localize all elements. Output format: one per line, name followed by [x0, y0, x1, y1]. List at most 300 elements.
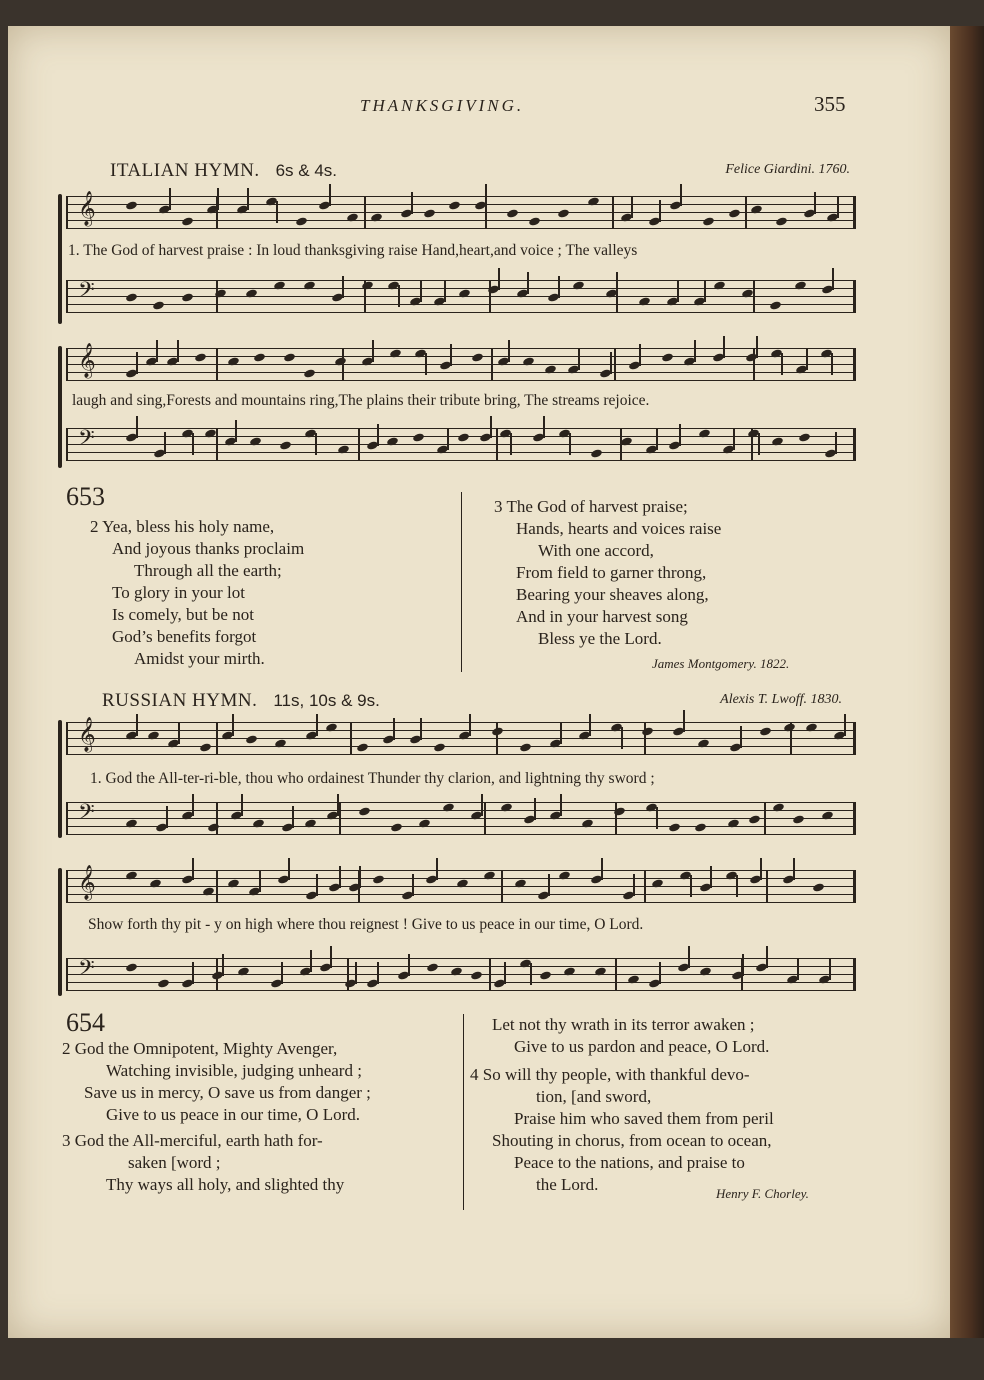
- verse-line: 2 Yea, bless his holy name,: [90, 517, 275, 536]
- note-head: [771, 436, 784, 446]
- note-head: [433, 742, 446, 752]
- verse-line: To glory in your lot: [112, 583, 245, 602]
- tune-meter: 6s & 4s.: [275, 161, 337, 180]
- verse-line: 3 The God of harvest praise;: [494, 497, 688, 516]
- note-head: [769, 300, 782, 310]
- note-head: [694, 822, 707, 832]
- note-stem: [543, 416, 545, 438]
- bar-line: [753, 348, 755, 381]
- note-stem: [192, 858, 194, 880]
- note-head: [483, 870, 496, 880]
- note-head: [587, 196, 600, 206]
- note-head: [759, 726, 772, 736]
- composer: Felice Giardini. 1760.: [725, 162, 850, 177]
- note-head: [661, 352, 674, 362]
- note-head: [157, 978, 170, 988]
- note-head: [152, 300, 165, 310]
- note-head: [227, 878, 240, 888]
- note-stem: [758, 433, 760, 455]
- note-stem: [688, 946, 690, 968]
- tune-meter: 11s, 10s & 9s.: [273, 691, 380, 710]
- note-stem: [844, 714, 846, 736]
- note-head: [821, 810, 834, 820]
- note-stem: [436, 858, 438, 880]
- note-stem: [164, 432, 166, 454]
- bar-line: [216, 428, 218, 461]
- note-stem: [829, 958, 831, 980]
- bar-line: [615, 958, 617, 991]
- bass-staff: [66, 802, 856, 835]
- lyric-line: Show forth thy pit - y on high where thou reignest ! Give to us peace in our time, O Lord.: [88, 916, 644, 933]
- note-head: [227, 356, 240, 366]
- note-stem: [710, 866, 712, 888]
- note-stem: [736, 875, 738, 897]
- note-stem: [797, 958, 799, 980]
- system-brace: [58, 868, 62, 996]
- note-head: [750, 204, 763, 214]
- note-head: [805, 722, 818, 732]
- note-stem: [806, 348, 808, 370]
- note-stem: [621, 727, 623, 749]
- verse-line: Save us in mercy, O save us from danger ;: [84, 1083, 371, 1102]
- system-brace: [58, 720, 62, 838]
- note-head: [245, 734, 258, 744]
- note-stem: [704, 280, 706, 302]
- bar-line: [615, 802, 617, 835]
- verse-line: And in your harvest song: [516, 607, 688, 626]
- note-stem: [169, 188, 171, 210]
- note-stem: [178, 722, 180, 744]
- note-stem: [831, 353, 833, 375]
- tune-name: ITALIAN HYMN.: [110, 160, 260, 181]
- book-binding: [950, 26, 984, 1338]
- note-stem: [156, 340, 158, 362]
- note-head: [442, 802, 455, 812]
- note-head: [346, 212, 359, 222]
- bar-line: [496, 428, 498, 461]
- verse-line: And joyous thanks proclaim: [112, 539, 305, 558]
- verse-line: Is comely, but be not: [112, 605, 254, 624]
- note-stem: [372, 340, 374, 362]
- column-divider: [463, 1014, 464, 1210]
- bar-line: [358, 870, 360, 903]
- note-stem: [490, 416, 492, 438]
- note-head: [727, 818, 740, 828]
- note-stem: [694, 340, 696, 362]
- note-head: [147, 730, 160, 740]
- note-stem: [420, 718, 422, 740]
- note-head: [412, 432, 425, 442]
- note-head: [252, 818, 265, 828]
- bar-line: [766, 870, 768, 903]
- verse-line: Watching invisible, judging unheard ;: [106, 1061, 362, 1080]
- bass-clef-icon: 𝄢: [78, 426, 95, 455]
- bar-line: [491, 348, 493, 381]
- note-stem: [534, 798, 536, 820]
- note-head: [491, 726, 504, 736]
- note-head: [506, 208, 519, 218]
- note-head: [519, 742, 532, 752]
- note-stem: [548, 874, 550, 896]
- note-stem: [377, 424, 379, 446]
- note-head: [794, 280, 807, 290]
- note-stem: [411, 192, 413, 214]
- bar-line: [364, 196, 366, 229]
- bar-line: [790, 722, 792, 755]
- note-stem: [408, 954, 410, 976]
- verse-line: With one accord,: [538, 541, 654, 560]
- note-head: [638, 296, 651, 306]
- verse-line: Give to us pardon and peace, O Lord.: [514, 1037, 770, 1056]
- bar-line: [620, 428, 622, 461]
- bar-line: [216, 280, 218, 313]
- hymn-number: 654: [66, 1008, 105, 1037]
- note-head: [697, 738, 710, 748]
- system-brace: [58, 346, 62, 468]
- note-stem: [310, 950, 312, 972]
- bar-line: [342, 348, 344, 381]
- bar-line: [216, 722, 218, 755]
- bar-line: [614, 348, 616, 381]
- treble-clef-icon: 𝄞: [78, 718, 96, 751]
- note-head: [303, 280, 316, 290]
- note-stem: [530, 963, 532, 985]
- bar-line: [616, 280, 618, 313]
- note-head: [295, 216, 308, 226]
- note-head: [125, 292, 138, 302]
- tune-name: RUSSIAN HYMN.: [102, 690, 258, 711]
- treble-clef-icon: 𝄞: [78, 344, 96, 377]
- note-stem: [450, 344, 452, 366]
- note-stem: [679, 424, 681, 446]
- bar-line: [364, 280, 366, 313]
- note-stem: [578, 348, 580, 370]
- note-head: [245, 288, 258, 298]
- bass-staff: [66, 958, 856, 991]
- verse-line: Thy ways all holy, and slighted thy: [106, 1175, 345, 1194]
- bar-line: [751, 428, 753, 461]
- note-stem: [680, 184, 682, 206]
- note-stem: [329, 184, 331, 206]
- note-stem: [177, 340, 179, 362]
- note-stem: [276, 201, 278, 223]
- section-title: THANKSGIVING.: [360, 96, 525, 115]
- note-head: [125, 200, 138, 210]
- note-stem: [504, 962, 506, 984]
- note-head: [325, 722, 338, 732]
- note-stem: [690, 875, 692, 897]
- note-head: [426, 962, 439, 972]
- note-stem: [412, 874, 414, 896]
- verse-line: Bearing your sheaves along,: [516, 585, 709, 604]
- note-stem: [316, 714, 318, 736]
- verse-right-653: [494, 496, 854, 650]
- note-stem: [192, 794, 194, 816]
- bass-clef-icon: 𝄢: [78, 956, 95, 985]
- note-stem: [814, 192, 816, 214]
- author-credit: James Montgomery. 1822.: [652, 656, 790, 671]
- note-head: [792, 814, 805, 824]
- note-head: [581, 818, 594, 828]
- bar-line: [216, 802, 218, 835]
- note-stem: [837, 196, 839, 218]
- note-head: [386, 436, 399, 446]
- note-stem: [222, 954, 224, 976]
- note-head: [522, 356, 535, 366]
- treble-staff: [66, 866, 856, 903]
- note-stem: [510, 433, 512, 455]
- bar-line: [485, 196, 487, 229]
- russian-hymn-heading: [102, 690, 842, 714]
- note-head: [202, 886, 215, 896]
- note-stem: [656, 807, 658, 829]
- note-stem: [136, 416, 138, 438]
- note-head: [125, 818, 138, 828]
- note-head: [334, 356, 347, 366]
- note-head: [283, 352, 296, 362]
- bar-line: [612, 196, 614, 229]
- bar-line: [644, 870, 646, 903]
- note-stem: [656, 428, 658, 450]
- note-head: [748, 814, 761, 824]
- note-head: [181, 292, 194, 302]
- note-head: [458, 288, 471, 298]
- note-stem: [316, 874, 318, 896]
- note-stem: [330, 946, 332, 968]
- note-head: [418, 818, 431, 828]
- column-divider: [461, 492, 462, 672]
- note-stem: [377, 962, 379, 984]
- bass-staff: [66, 280, 856, 313]
- note-head: [544, 364, 557, 374]
- note-head: [370, 212, 383, 222]
- note-stem: [247, 188, 249, 210]
- lyric-line: 1. God the All-ter-ri-ble, thou who ordainest Thunder thy clarion, and lightning thy sword ;: [90, 770, 655, 787]
- bar-line: [753, 280, 755, 313]
- bar-line: [764, 802, 766, 835]
- note-head: [149, 878, 162, 888]
- note-head: [204, 428, 217, 438]
- note-head: [772, 802, 785, 812]
- note-stem: [136, 714, 138, 736]
- note-head: [303, 368, 316, 378]
- verse-line: Let not thy wrath in its terror awaken ;: [492, 1015, 755, 1034]
- note-head: [337, 444, 350, 454]
- note-head: [273, 280, 286, 290]
- note-head: [274, 738, 287, 748]
- bar-line: [216, 348, 218, 381]
- note-stem: [683, 710, 685, 732]
- note-head: [199, 742, 212, 752]
- note-head: [450, 966, 463, 976]
- note-head: [470, 970, 483, 980]
- note-stem: [481, 794, 483, 816]
- note-head: [372, 874, 385, 884]
- bar-line: [484, 802, 486, 835]
- bar-line: [489, 280, 491, 313]
- lyric-line: laugh and sing,Forests and mountains ring,The plains their tribute bring, The streams rejoice.: [72, 392, 650, 409]
- note-head: [253, 352, 266, 362]
- composer: Alexis T. Lwoff. 1830.: [720, 692, 842, 707]
- music-system-russian-2: [58, 866, 858, 1002]
- note-head: [500, 802, 513, 812]
- note-stem: [281, 962, 283, 984]
- bar-line: [489, 958, 491, 991]
- verse-line: Peace to the nations, and praise to: [514, 1153, 745, 1172]
- note-stem: [601, 858, 603, 880]
- treble-staff: [66, 344, 856, 381]
- note-stem: [766, 946, 768, 968]
- bar-line: [216, 958, 218, 991]
- note-stem: [232, 714, 234, 736]
- note-stem: [832, 268, 834, 290]
- note-stem: [558, 276, 560, 298]
- note-head: [249, 436, 262, 446]
- bar-line: [496, 722, 498, 755]
- note-head: [423, 208, 436, 218]
- note-head: [390, 822, 403, 832]
- bass-clef-icon: 𝄢: [78, 800, 95, 829]
- treble-staff: [66, 718, 856, 755]
- treble-clef-icon: 𝄞: [78, 866, 96, 899]
- verse-line: Give to us peace in our time, O Lord.: [106, 1105, 360, 1124]
- verse-line: Hands, hearts and voices raise: [516, 519, 722, 538]
- note-head: [304, 818, 317, 828]
- verse-line: Bless ye the Lord.: [538, 629, 662, 648]
- note-head: [514, 878, 527, 888]
- note-head: [237, 966, 250, 976]
- note-head: [279, 440, 292, 450]
- music-system-italian-1: [58, 192, 858, 332]
- note-head: [125, 870, 138, 880]
- verse-line: From field to garner throng,: [516, 563, 707, 582]
- note-head: [471, 352, 484, 362]
- lyric-line: 1. The God of harvest praise : In loud thanksgiving raise Hand,heart,and voice ; The valleys: [68, 242, 638, 259]
- verse-line: Amidst your mirth.: [134, 649, 265, 668]
- note-head: [728, 208, 741, 218]
- note-stem: [569, 433, 571, 455]
- bar-line: [339, 802, 341, 835]
- note-stem: [292, 806, 294, 828]
- note-stem: [793, 858, 795, 880]
- verse-line: God’s benefits forgot: [112, 627, 257, 646]
- note-head: [448, 200, 461, 210]
- note-head: [528, 216, 541, 226]
- verse-line: Shouting in chorus, from ocean to ocean,: [492, 1131, 772, 1150]
- hymn-number: 653: [66, 482, 105, 511]
- note-head: [358, 806, 371, 816]
- note-stem: [633, 874, 635, 896]
- verse-line: 2 God the Omnipotent, Mighty Avenger,: [62, 1039, 338, 1058]
- note-stem: [136, 352, 138, 374]
- note-stem: [781, 353, 783, 375]
- note-head: [539, 970, 552, 980]
- note-head: [558, 870, 571, 880]
- note-stem: [355, 962, 357, 984]
- note-head: [590, 448, 603, 458]
- note-head: [798, 432, 811, 442]
- note-stem: [639, 344, 641, 366]
- note-head: [699, 966, 712, 976]
- note-stem: [659, 962, 661, 984]
- treble-staff: [66, 192, 856, 229]
- note-head: [651, 878, 664, 888]
- verse-line: saken [word ;: [128, 1153, 221, 1172]
- verse-left-654: [62, 1038, 458, 1196]
- note-head: [181, 216, 194, 226]
- note-stem: [498, 268, 500, 290]
- verse-right-654: [470, 1014, 870, 1196]
- bar-line: [350, 722, 352, 755]
- verse-line: the Lord.: [536, 1175, 599, 1194]
- note-stem: [469, 714, 471, 736]
- note-stem: [192, 962, 194, 984]
- note-stem: [760, 858, 762, 880]
- note-head: [698, 428, 711, 438]
- note-head: [563, 966, 576, 976]
- note-head: [713, 280, 726, 290]
- bar-line: [358, 428, 360, 461]
- note-stem: [259, 870, 261, 892]
- bar-line: [501, 870, 503, 903]
- verse-line: 3 God the All-merciful, earth hath for-: [62, 1131, 323, 1150]
- note-head: [572, 280, 585, 290]
- note-stem: [241, 794, 243, 816]
- note-head: [557, 208, 570, 218]
- note-stem: [447, 428, 449, 450]
- note-head: [668, 822, 681, 832]
- note-head: [775, 216, 788, 226]
- bass-staff: [66, 428, 856, 461]
- bar-line: [741, 958, 743, 991]
- running-head: [0, 92, 944, 126]
- note-stem: [192, 433, 194, 455]
- note-head: [594, 966, 607, 976]
- note-stem: [527, 272, 529, 294]
- bass-clef-icon: 𝄢: [78, 278, 95, 307]
- note-stem: [659, 200, 661, 222]
- note-stem: [288, 858, 290, 880]
- note-stem: [315, 433, 317, 455]
- system-brace: [58, 194, 62, 324]
- author-credit: Henry F. Chorley.: [716, 1186, 809, 1201]
- treble-clef-icon: 𝄞: [78, 192, 96, 225]
- note-stem: [723, 336, 725, 358]
- note-head: [620, 436, 633, 446]
- verse-left-653: [90, 516, 450, 670]
- verse-line: tion, [and sword,: [536, 1087, 652, 1106]
- note-stem: [677, 280, 679, 302]
- verse-line: Through all the earth;: [134, 561, 282, 580]
- note-stem: [420, 280, 422, 302]
- note-head: [812, 882, 825, 892]
- bar-line: [644, 722, 646, 755]
- note-stem: [398, 285, 400, 307]
- note-stem: [425, 353, 427, 375]
- note-stem: [166, 806, 168, 828]
- note-head: [389, 348, 402, 358]
- italian-hymn-heading: [110, 160, 850, 184]
- note-head: [356, 742, 369, 752]
- music-system-russian-1: [58, 718, 858, 842]
- note-stem: [610, 352, 612, 374]
- music-system-italian-2: [58, 344, 858, 474]
- note-stem: [342, 276, 344, 298]
- verse-line: 4 So will thy people, with thankful devo-: [470, 1065, 750, 1084]
- note-stem: [339, 866, 341, 888]
- bar-line: [216, 870, 218, 903]
- note-head: [457, 432, 470, 442]
